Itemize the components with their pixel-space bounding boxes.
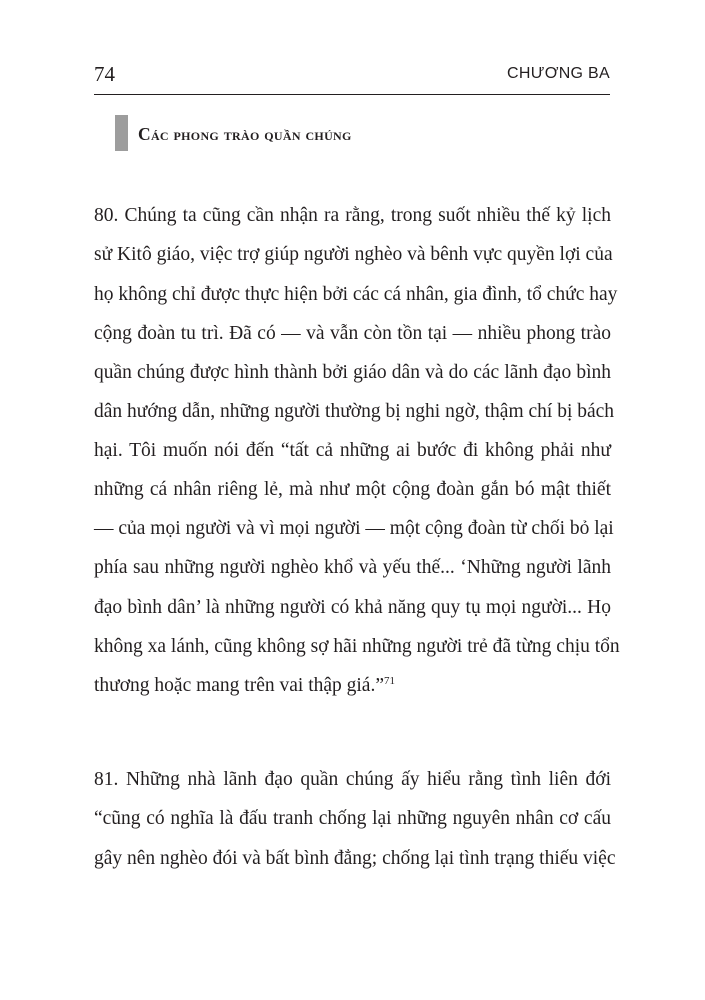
text-line: đạo bình dân’ là những người có khả năng quy tụ mọi người... Họ (94, 597, 611, 618)
text-line: — của mọi người và vì mọi người — một cộng đoàn từ chối bỏ lại (94, 518, 614, 539)
text-line: gây nên nghèo đói và bất bình đẳng; chống lại tình trạng thiếu việc (94, 848, 616, 869)
text-line: không xa lánh, cũng không sợ hãi những người trẻ đã từng chịu tổn (94, 636, 620, 657)
text-line: những cá nhân riêng lẻ, mà như một cộng đoàn gắn bó mật thiết (94, 479, 611, 500)
footnote-ref[interactable]: 71 (384, 675, 395, 687)
section-marker-bar (115, 115, 128, 151)
text-line: phía sau những người nghèo khổ và yếu thế... ‘Những người lãnh (94, 557, 611, 578)
section-title: Các phong trào quần chúng (138, 124, 352, 144)
text-line: quần chúng được hình thành bởi giáo dân và do các lãnh đạo bình (94, 362, 611, 383)
text-line: sử Kitô giáo, việc trợ giúp người nghèo và bênh vực quyền lợi của (94, 244, 613, 265)
text-line: 80. Chúng ta cũng cần nhận ra rằng, trong suốt nhiều thế kỷ lịch (94, 205, 611, 226)
text-line: họ không chỉ được thực hiện bởi các cá nhân, gia đình, tổ chức hay (94, 284, 618, 305)
header-rule (94, 94, 610, 95)
text-line-last (94, 673, 611, 699)
running-head: CHƯƠNG BA (507, 65, 610, 82)
text-line: 81. Những nhà lãnh đạo quần chúng ấy hiểu rằng tình liên đới (94, 769, 611, 790)
text-line: cộng đoàn tu trì. Đã có — và vẫn còn tồn tại — nhiều phong trào (94, 323, 611, 344)
text-line: dân hướng dẫn, những người thường bị nghi ngờ, thậm chí bị bách (94, 401, 615, 422)
text-line: hại. Tôi muốn nói đến “tất cả những ai bước đi không phải như (94, 440, 611, 461)
text-line: “cũng có nghĩa là đấu tranh chống lại những nguyên nhân cơ cấu (94, 808, 611, 829)
line-text: thương hoặc mang trên vai thập giá.” (94, 675, 384, 696)
page-number: 74 (94, 62, 115, 86)
